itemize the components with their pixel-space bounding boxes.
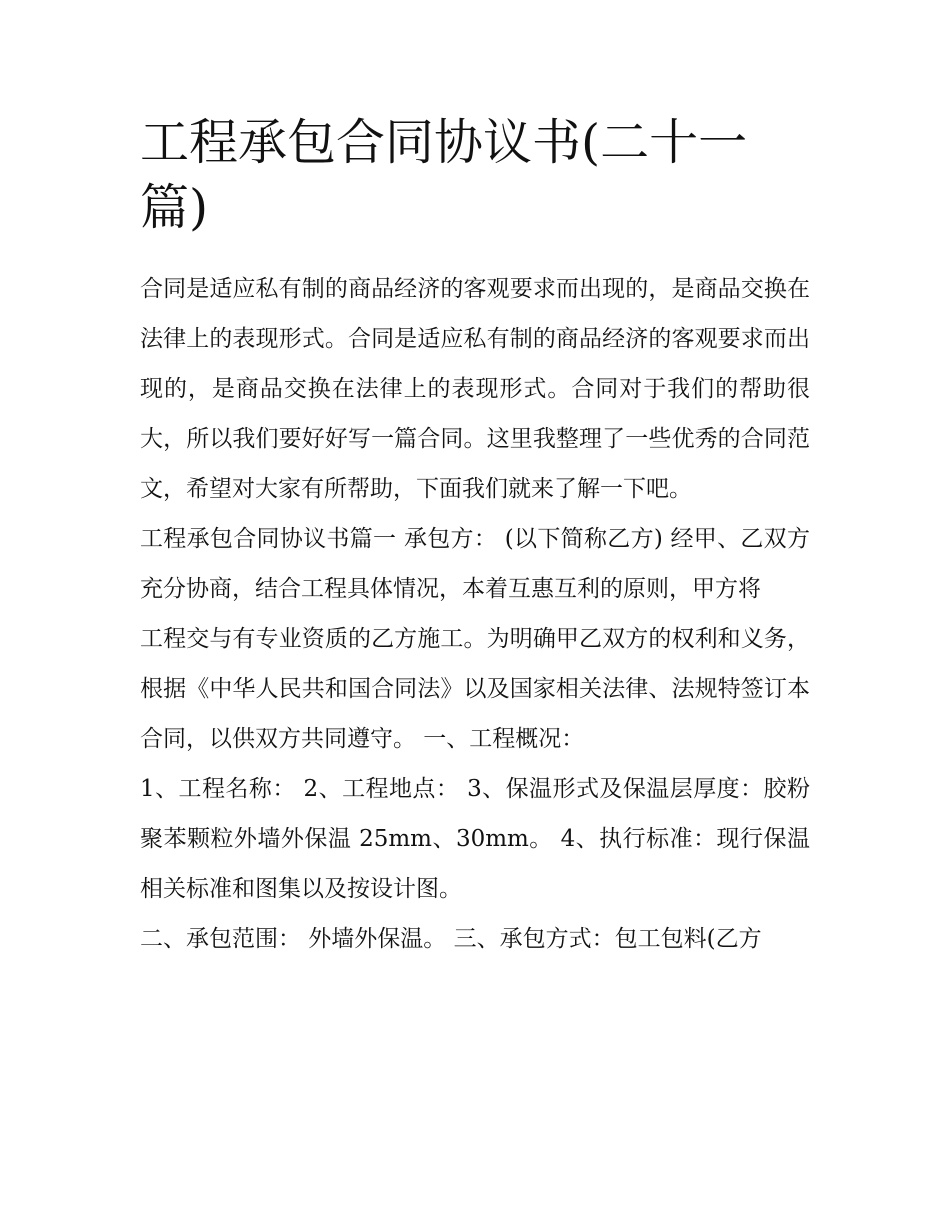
paragraph-contract-intro: 工程承包合同协议书篇一 承包方： (以下简称乙方) 经甲、乙双方充分协商，结合工程具体情况，本着互惠互利的原则，甲方将 bbox=[140, 526, 810, 602]
document-title: 工程承包合同协议书(二十一篇) bbox=[140, 114, 748, 236]
paragraph-scope: 二、承包范围： 外墙外保温。 三、承包方式：包工包料(乙方 bbox=[140, 926, 762, 952]
paragraph-purpose: 工程交与有专业资质的乙方施工。为明确甲乙双方的权利和义务，根据《中华人民共和国合同法》以及国家相关法律、法规特签订本合同，以供双方共同遵守。 一、工程概况： bbox=[140, 626, 810, 752]
paragraph-project-details: 1、工程名称： 2、工程地点： 3、保温形式及保温层厚度：胶粉聚苯颗粒外墙外保温 25mm、30mm。 4、执行标准：现行保温相关标准和图集以及按设计图。 bbox=[140, 776, 810, 902]
paragraph-intro: 合同是适应私有制的商品经济的客观要求而出现的，是商品交换在法律上的表现形式。合同是适应私有制的商品经济的客观要求而出现的，是商品交换在法律上的表现形式。合同对于我们的帮助很大，所以我们要好好写一篇合同。这里我整理了一些优秀的合同范文，希望对大家有所帮助，下面我们就来了解一下吧。 bbox=[140, 276, 810, 502]
